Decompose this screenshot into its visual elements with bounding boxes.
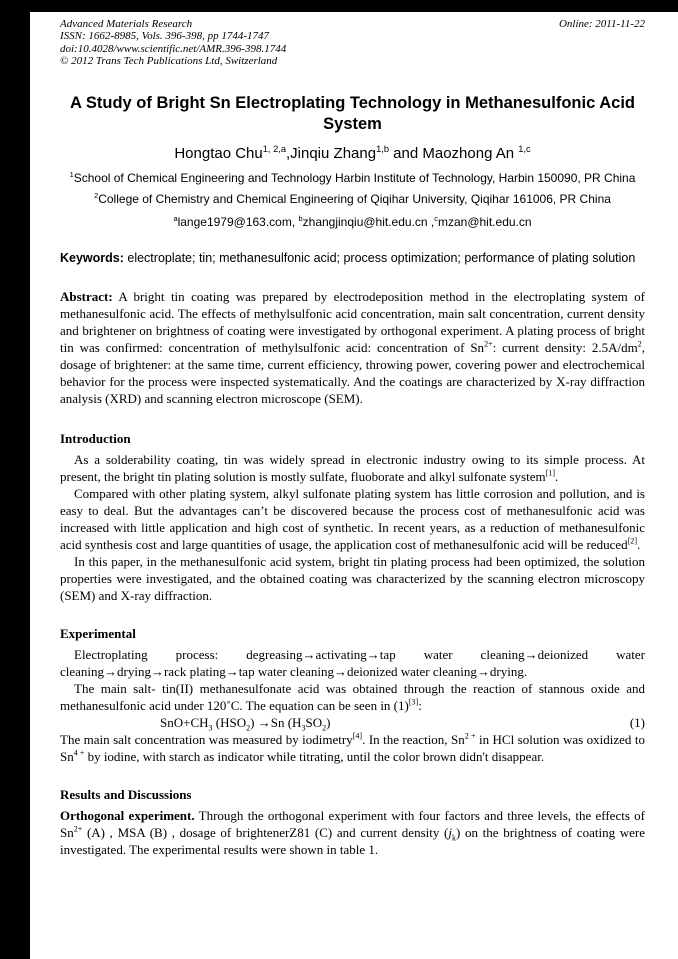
equation-1-number: (1) (629, 715, 645, 731)
journal-name: Advanced Materials Research (60, 18, 193, 30)
equation-1: $SnO+CH_3$ $(HSO_2) \to Sn$ $(H_3SO_2)$ (160, 715, 331, 733)
introduction-paragraph-1: As a solderability coating, tin was widely spread in electronic industry owing to its simple process. At present, the bright tin plating solution is mostly sulfate, fluoborate and alkyl sulfonate system[1]. (60, 452, 645, 485)
copyright-line: © 2012 Trans Tech Publications Ltd, Switzerland (60, 54, 278, 67)
equation-row (60, 714, 645, 731)
affiliation-1: $^1$School of Chemical Engineering and Technology Harbin Institute of Technology, Harbin 150090, PR China (69, 170, 636, 186)
experimental-paragraph-3: The main salt concentration was measured by iodimetry[4]. In the reaction, $Sn^{2 +}$ in HCl solution was oxidized to $Sn^{4 +}$ by iodine, with starch as indicator while titrating, until the color brown didn't disappear. (60, 731, 645, 765)
doi-line: doi:10.4028/www.scientific.net/AMR.396-398.1744 (60, 42, 287, 55)
abstract-paragraph: Abstract: A bright tin coating was prepared by electrodeposition method in the electroplating system of methanesulfonic acid. The effects of methylsulfonic acid concentration, main salt concentration, current density and brightener on brightness of coating were investigated by orthogonal experiment. A plating process of bright tin was confirmed: concentration of methylsulfonic acid: concentration of $Sn^{2+}$: current density: $2.5A/dm^2$, dosage of brightener: at the same time, current efficiency, throwing power, covering power and electrochemical behavior for the process were inspected systematically. And the coatings are characterized by X-ray diffraction analysis (XRD) and scanning electron microscope (SEM). (60, 289, 646, 407)
page-header (60, 18, 645, 67)
section-heading-experimental: Experimental (60, 626, 136, 642)
author-line: Hongtao Chu$^{1, 2,a}$,Jinqiu Zhang$^{1,b}$ and Maozhong An $^{1,c}$ (174, 144, 531, 163)
experimental-paragraph-1: Electroplating process: degreasing→activating→tap water cleaning→deionized water cleaning→drying→rack plating→tap water cleaning→deionized water cleaning→drying. (60, 647, 645, 680)
keywords-line: Keywords: electroplate; tin; methanesulfonic acid; process optimization; performance of plating solution (60, 251, 636, 266)
journal-info-block (60, 18, 286, 67)
affiliation-2: $^2$College of Chemistry and Chemical Engineering of Qiqihar University, Qiqihar 161006, PR China (94, 191, 611, 207)
online-date: Online: 2011-11-22 (558, 18, 645, 30)
introduction-paragraph-3: In this paper, in the methanesulfonic acid system, bright tin plating process had been optimized, the solution properties were investigated, and the obtained coating was characterized by the scanning electron microscopy (SEM) and X-ray diffraction. (60, 554, 645, 604)
email-line: $^a$lange1979@163.com, $^b$zhangjinqiu@hit.edu.cn ,$^c$mzan@hit.edu.cn (173, 214, 532, 230)
section-heading-introduction: Introduction (60, 431, 131, 447)
paper-page (30, 12, 678, 959)
results-paragraph-1: Orthogonal experiment. Through the orthogonal experiment with four factors and three levels, the effects of $Sn^{2+}$ (A) , MSA (B) , dosage of brightenerZ81 (C) and current density $(j_k)$ on the brightness of coating were investigated. The experimental results were shown in table 1. (60, 808, 646, 858)
introduction-paragraph-2: Compared with other plating system, alkyl sulfonate plating system has little corrosion and pollution, and is easy to deal. But the advantages can’t be discovered because the process cost of methanesulfonic acid was increased with little application and high cost of synthetic. In recent years, as a reduction of methanesulfonic acid synthesis cost and large quantities of usage, the application cost of methanesulfonic acid will be reduced[2]. (60, 486, 645, 553)
section-heading-results: Results and Discussions (60, 787, 192, 803)
experimental-paragraph-2: The main salt- tin(II) methanesulfonate acid was obtained through the reaction of stannous oxide and methanesulfonic acid under 120˚C. The equation can be seen in (1)[3]: (60, 681, 645, 714)
issn-line: ISSN: 1662-8985, Vols. 396-398, pp 1744-1747 (60, 30, 269, 43)
paper-title: A Study of Bright Sn Electroplating Technology in Methanesulfonic Acid System (70, 94, 635, 134)
